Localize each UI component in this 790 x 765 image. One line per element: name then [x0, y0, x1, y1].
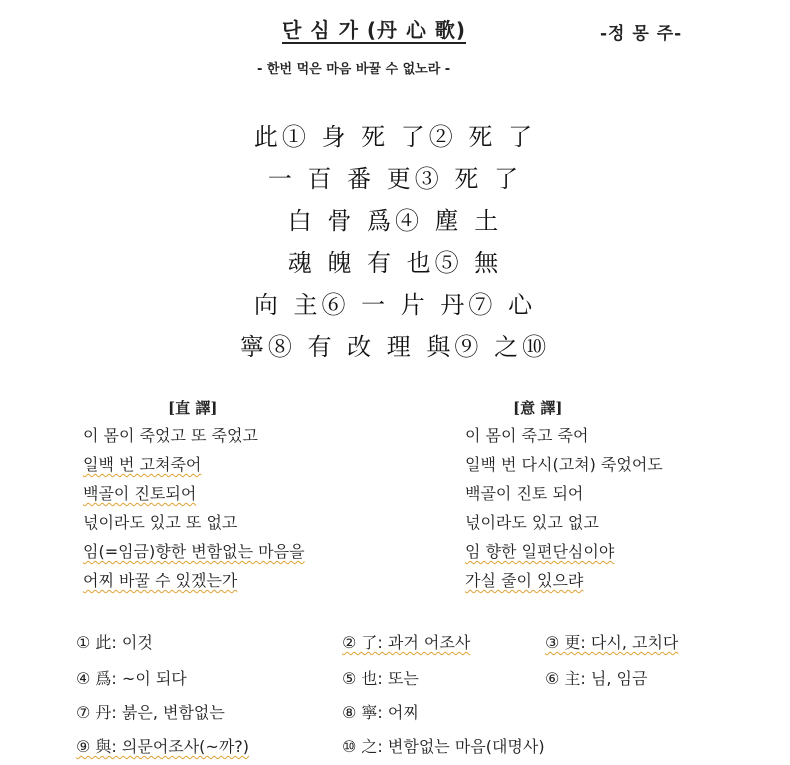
translation-line: 일백 번 다시(고쳐) 죽었어도: [465, 455, 663, 474]
translation-line: 넋이라도 있고 없고: [465, 513, 599, 532]
poem-line: 白 骨 爲④ 塵 土: [287, 207, 503, 235]
poem-line: 寧⑧ 有 改 理 與⑨ 之⑩: [239, 333, 551, 361]
glossary-note: ③ 更: 다시, 고치다: [545, 633, 679, 652]
translation-line: 일백 번 고쳐죽어: [83, 455, 202, 474]
translation-line: 이 몸이 죽었고 또 죽었고: [83, 426, 258, 445]
translation-line: 임 향한 일편단심이야: [465, 542, 615, 561]
free-translation: [465, 421, 663, 595]
literal-translation: [83, 421, 305, 595]
glossary-note: ⑤ 也: 또는: [342, 669, 419, 688]
poem-line: 魂 魄 有 也⑤ 無: [287, 249, 503, 277]
literal-translation-heading: [直 譯]: [168, 399, 218, 417]
poem-line: 向 主⑥ 一 片 丹⑦ 心: [253, 291, 537, 319]
glossary-note: ⑩ 之: 변함없는 마음(대명사): [342, 737, 545, 756]
translation-line: 넋이라도 있고 또 없고: [83, 513, 238, 532]
poem-line: 此① 身 死 了② 死 了: [253, 123, 537, 151]
page-title: 단 심 가 (丹 心 歌): [282, 18, 467, 42]
translation-line: 백골이 진토 되어: [465, 484, 584, 503]
glossary-note: ⑦ 丹: 붉은, 변함없는: [76, 703, 225, 722]
glossary-note: ① 此: 이것: [76, 633, 153, 652]
glossary-note: ④ 爲: ~이 되다: [76, 669, 187, 688]
translation-line: 백골이 진토되어: [83, 484, 197, 503]
translation-line: 가실 줄이 있으랴: [465, 571, 584, 590]
glossary-note: ⑧ 寧: 어찌: [342, 703, 419, 722]
translation-line: 어찌 바꿀 수 있겠는가: [83, 571, 238, 590]
translation-line: 임(=임금)향한 변함없는 마음을: [83, 542, 305, 561]
glossary-note: ⑨ 與: 의문어조사(~까?): [76, 737, 250, 756]
glossary-note: ⑥ 主: 님, 임금: [545, 669, 648, 688]
glossary-note: ② 了: 과거 어조사: [342, 633, 471, 652]
subtitle: - 한번 먹은 마음 바꿀 수 없노라 -: [257, 62, 451, 77]
author-name: -정 몽 주-: [600, 24, 683, 44]
translation-line: 이 몸이 죽고 죽어: [465, 426, 589, 445]
poem-line: 一 百 番 更③ 死 了: [267, 165, 523, 193]
free-translation-heading: [意 譯]: [513, 399, 563, 417]
